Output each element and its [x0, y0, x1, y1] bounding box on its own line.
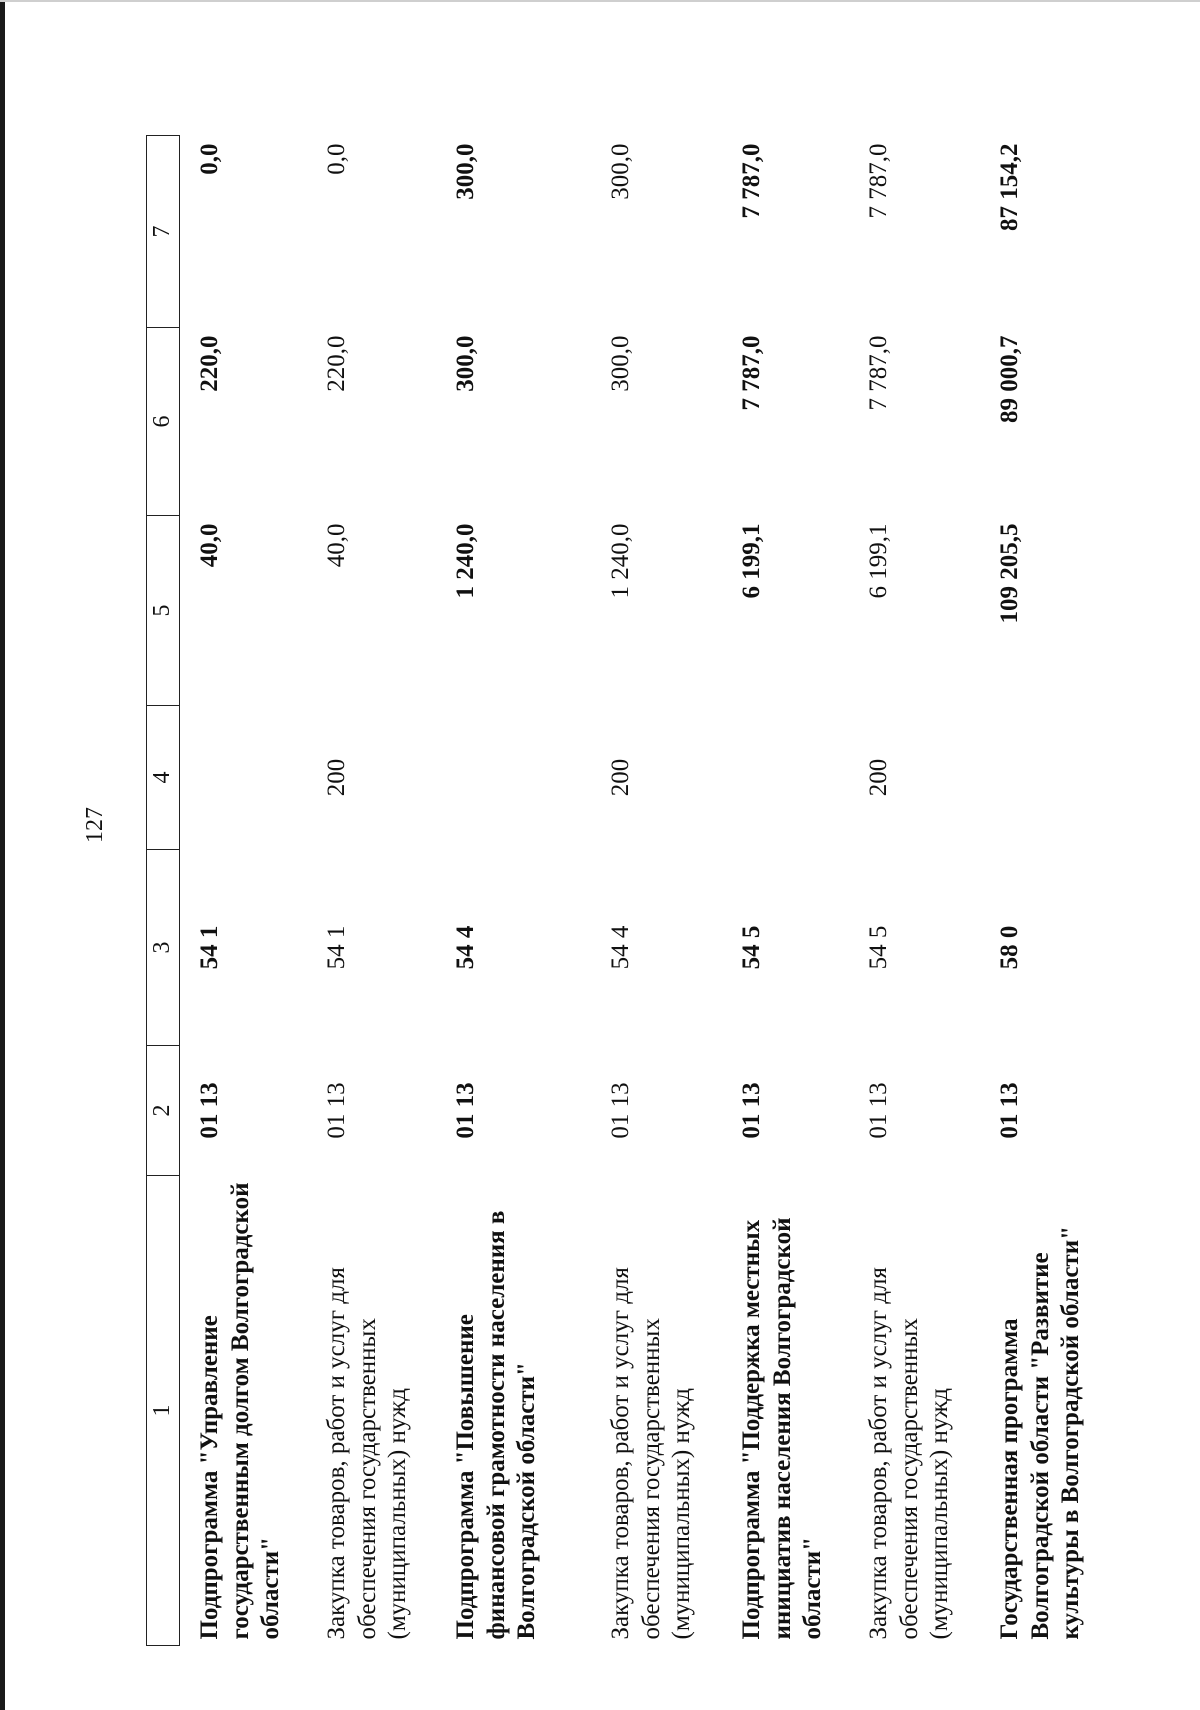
- expense-type: 200: [607, 758, 634, 797]
- amount-col-5: 1 240,0: [607, 523, 634, 599]
- amount-col-6: 300,0: [452, 335, 479, 392]
- row-name: Подпрограмма "Повышение финансовой грамотности населения в Волгоградской области": [452, 1210, 540, 1640]
- column-header-5: 5: [147, 516, 180, 706]
- amount-col-6: 7 787,0: [738, 335, 765, 411]
- amount-col-6: 7 787,0: [865, 335, 892, 411]
- amount-col-7: 7 787,0: [865, 143, 892, 219]
- amount-col-5: 1 240,0: [452, 523, 479, 599]
- row-name: Подпрограмма "Поддержка местных инициатив населения Волгоградской области": [738, 1217, 826, 1640]
- table-row: [849, 136, 980, 1646]
- expense-type: [980, 706, 1123, 850]
- expense-type: [436, 706, 591, 850]
- column-header-1: 1: [147, 1176, 180, 1646]
- expense-type: [180, 706, 308, 850]
- column-header-4: 4: [147, 706, 180, 850]
- table-row: [180, 136, 308, 1646]
- amount-col-6: 89 000,7: [996, 335, 1023, 423]
- budget-table: [146, 135, 1123, 1646]
- row-name: Закупка товаров, работ и услуг для обеспечения государственных (муниципальных) нужд: [865, 1267, 953, 1640]
- row-name: Закупка товаров, работ и услуг для обеспечения государственных (муниципальных) нужд: [323, 1267, 411, 1640]
- section-code: 01 13: [196, 1082, 223, 1139]
- amount-col-7: 7 787,0: [738, 143, 765, 219]
- amount-col-7: 300,0: [452, 143, 479, 200]
- column-header-2: 2: [147, 1046, 180, 1176]
- column-header-7: 7: [147, 136, 180, 328]
- row-name: Государственная программа Волгоградской области "Развитие культуры в Волгоградской области": [996, 1226, 1084, 1640]
- target-code: 54 5: [738, 925, 765, 970]
- section-code: 01 13: [865, 1082, 892, 1139]
- amount-col-6: 220,0: [323, 335, 350, 392]
- column-header-3: 3: [147, 850, 180, 1046]
- amount-col-5: 6 199,1: [865, 523, 892, 599]
- expense-type: [722, 706, 849, 850]
- amount-col-7: 300,0: [607, 143, 634, 200]
- target-code: 58 0: [996, 925, 1023, 970]
- target-code: 54 1: [196, 925, 223, 970]
- target-code: 54 1: [323, 925, 350, 970]
- amount-col-6: 300,0: [607, 335, 634, 392]
- amount-col-6: 220,0: [196, 335, 223, 392]
- table-row: [307, 136, 436, 1646]
- section-code: 01 13: [607, 1082, 634, 1139]
- page-number: 127: [82, 807, 108, 843]
- amount-col-7: 0,0: [196, 143, 223, 175]
- amount-col-5: 6 199,1: [738, 523, 765, 599]
- row-name: Подпрограмма "Управление государственным долгом Волгоградской области": [196, 1182, 284, 1640]
- amount-col-7: 87 154,2: [996, 143, 1023, 231]
- section-code: 01 13: [323, 1082, 350, 1139]
- amount-col-5: 109 205,5: [996, 523, 1023, 624]
- target-code: 54 4: [607, 925, 634, 970]
- target-code: 54 4: [452, 925, 479, 970]
- table-row: [591, 136, 722, 1646]
- amount-col-7: 0,0: [323, 143, 350, 175]
- section-code: 01 13: [996, 1082, 1023, 1139]
- section-code: 01 13: [738, 1082, 765, 1139]
- amount-col-5: 40,0: [323, 523, 350, 568]
- target-code: 54 5: [865, 925, 892, 970]
- row-name: Закупка товаров, работ и услуг для обеспечения государственных (муниципальных) нужд: [607, 1267, 695, 1640]
- expense-type: 200: [323, 758, 350, 797]
- expense-type: 200: [865, 758, 892, 797]
- header-row: [147, 136, 180, 1646]
- table-row: [722, 136, 849, 1646]
- section-code: 01 13: [452, 1082, 479, 1139]
- column-header-6: 6: [147, 328, 180, 516]
- amount-col-5: 40,0: [196, 523, 223, 568]
- table-row: [436, 136, 591, 1646]
- table-row: [980, 136, 1123, 1646]
